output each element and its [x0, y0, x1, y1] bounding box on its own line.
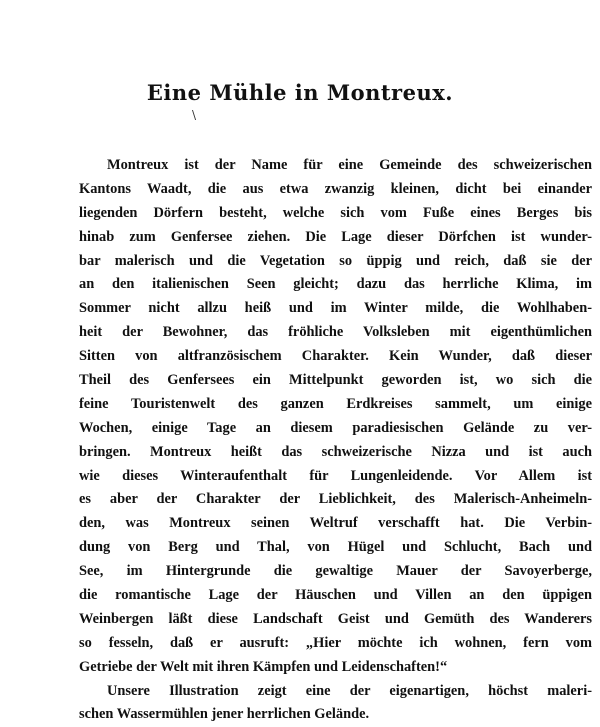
text-line: Weinbergen läßt diese Landschaft Geist und Gemüth des Wanderers	[79, 610, 592, 627]
article-title: Eine Mühle in Montreux.	[146, 80, 454, 105]
text-line: Wochen, einige Tage an diesem paradiesischen Gelände zu ver-	[79, 419, 592, 436]
text-line: feine Touristenwelt des ganzen Erdkreises sammelt, um einige	[79, 395, 592, 412]
text-line: Sitten von altfranzösischem Charakter. Kein Wunder, daß dieser	[79, 348, 592, 365]
text-line: den, was Montreux seinen Weltruf verschafft hat. Die Verbin-	[79, 515, 592, 532]
text-line: schen Wassermühlen jener herrlichen Gelände.	[79, 706, 370, 723]
text-line: es aber der Charakter der Lieblichkeit, des Malerisch-Anheimeln-	[79, 491, 592, 508]
text-line: hinab zum Genfersee ziehen. Die Lage dieser Dörfchen ist wunder-	[79, 228, 592, 245]
text-line: Getriebe der Welt mit ihren Kämpfen und Leidenschaften!“	[79, 658, 448, 675]
text-line: wie dieses Winteraufenthalt für Lungenleidende. Vor Allem ist	[79, 467, 592, 484]
text-line: an den italienischen Seen gleicht; dazu das herrliche Klima, im	[79, 276, 592, 293]
text-line: Unsere Illustration zeigt eine der eigenartigen, höchst maleri-	[107, 682, 592, 699]
text-line: Sommer nicht allzu heiß und im Winter milde, die Wohlhaben-	[79, 300, 592, 317]
text-line: dung von Berg und Thal, von Hügel und Schlucht, Bach und	[79, 539, 592, 556]
stray-mark: \	[192, 108, 197, 122]
text-line: Kantons Waadt, die aus etwa zwanzig kleinen, dicht bei einander	[79, 180, 592, 197]
text-line: so fesseln, daß er ausruft: „Hier möchte ich wohnen, fern vom	[79, 634, 592, 651]
text-line: die romantische Lage der Häuschen und Villen an den üppigen	[79, 587, 592, 604]
text-line: Theil des Genfersees ein Mittelpunkt geworden ist, wo sich die	[79, 372, 592, 389]
text-line: heit der Bewohner, das fröhliche Volksleben mit eigenthümlichen	[79, 324, 592, 341]
article-body	[79, 154, 592, 727]
text-line: liegenden Dörfern besteht, welche sich vom Fuße eines Berges bis	[79, 204, 592, 221]
text-line: bringen. Montreux heißt das schweizerische Nizza und ist auch	[79, 443, 592, 460]
text-line: Montreux ist der Name für eine Gemeinde des schweizerischen	[107, 157, 592, 173]
text-line: bar malerisch und die Vegetation so üppig und reich, daß sie der	[79, 252, 592, 269]
text-line: See, im Hintergrunde die gewaltige Mauer der Savoyerberge,	[79, 563, 592, 580]
